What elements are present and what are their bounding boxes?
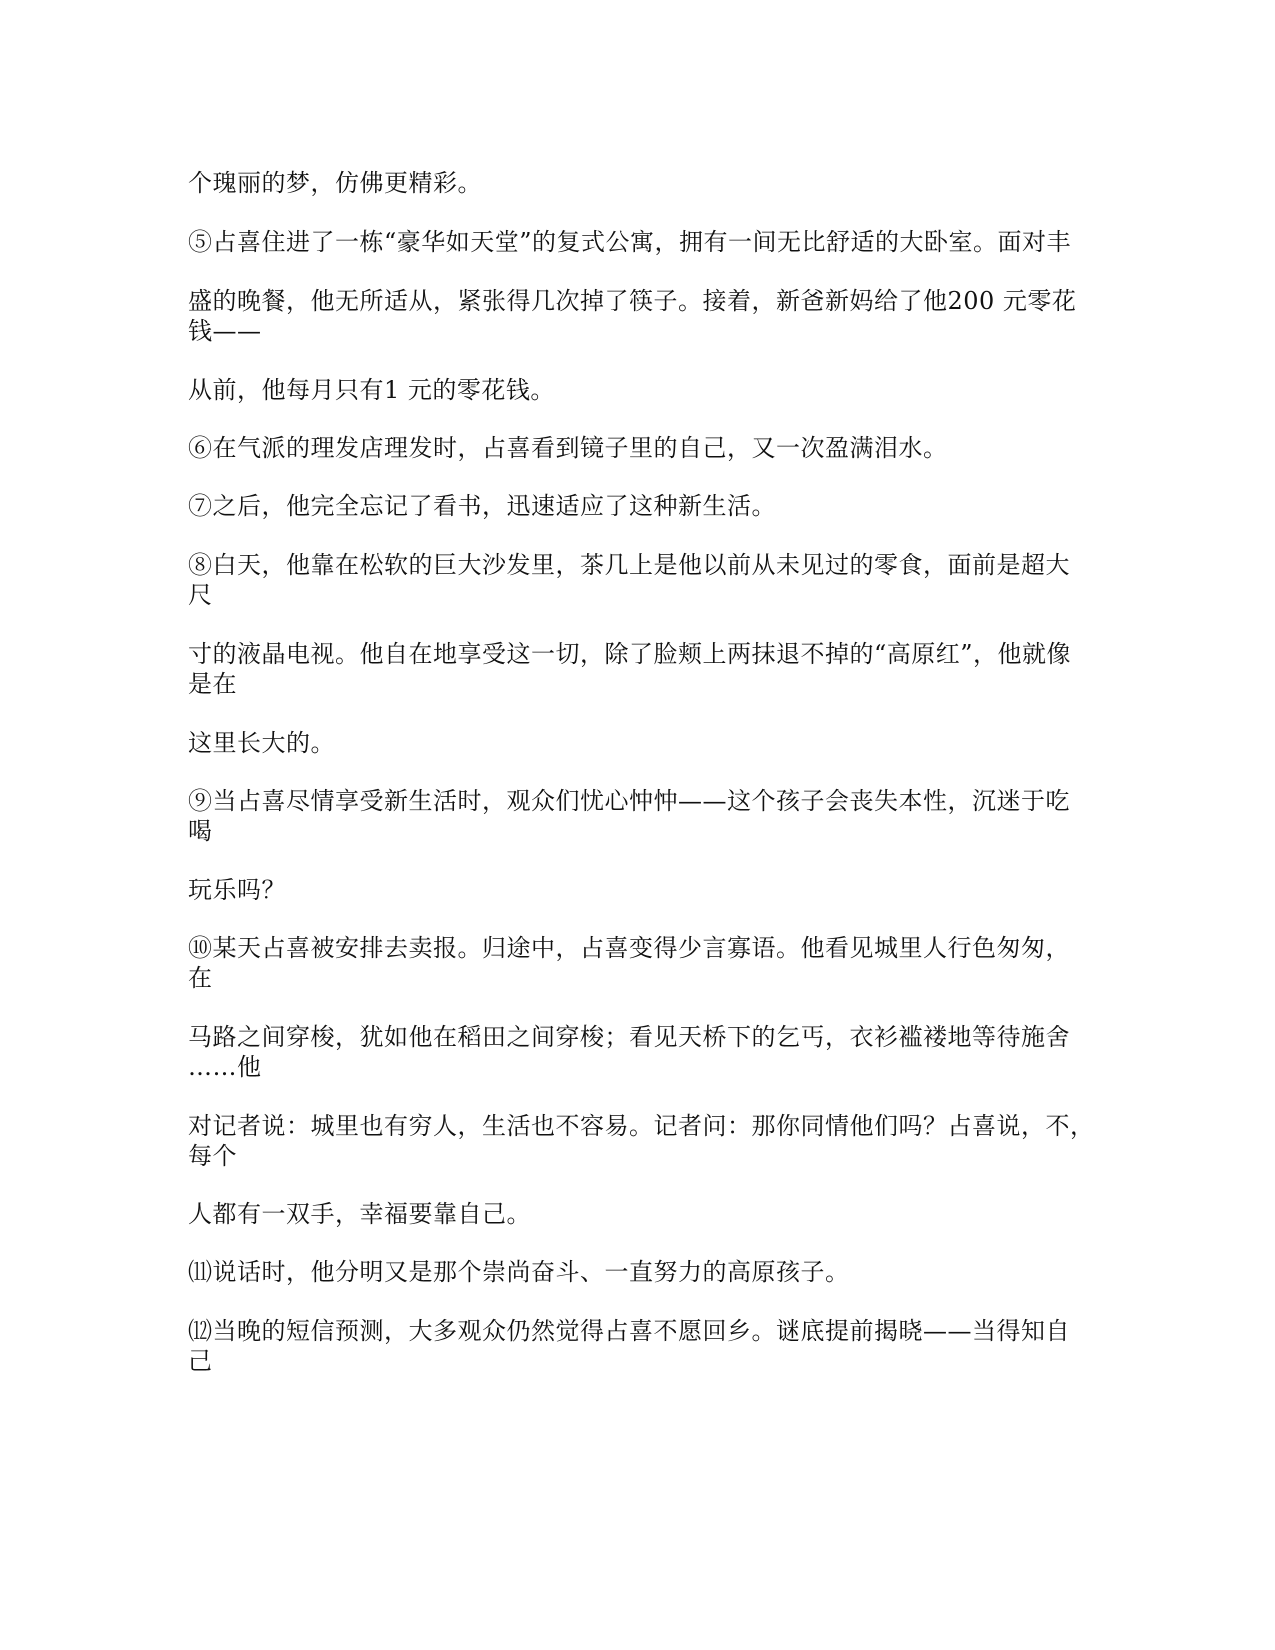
text-line: 喝: [188, 817, 213, 845]
text-line: ⑥在气派的理发店理发时，占喜看到镜子里的自己，又一次盈满泪水。: [188, 434, 948, 462]
text-line: ⑨当占喜尽情享受新生活时，观众们忧心忡忡——这个孩子会丧失本性，沉迷于吃: [188, 787, 1070, 815]
text-line: ⑤占喜住进了一栋“豪华如天堂”的复式公寓，拥有一间无比舒适的大卧室。面对丰: [188, 228, 1072, 256]
text-line: ⑩某天占喜被安排去卖报。归途中，占喜变得少言寡语。他看见城里人行色匆匆，: [188, 934, 1070, 962]
text-line: ⑿当晚的短信预测，大多观众仍然觉得占喜不愿回乡。谜底提前揭晓——当得知自: [188, 1317, 1070, 1345]
text-line: ……他: [188, 1053, 262, 1081]
text-line: 对记者说：城里也有穷人，生活也不容易。记者问：那你同情他们吗？占喜说，不，: [188, 1112, 1095, 1140]
text-line: 是在: [188, 670, 237, 698]
text-line: 尺: [188, 581, 213, 609]
text-line: ⑾说话时，他分明又是那个崇尚奋斗、一直努力的高原孩子。: [188, 1258, 850, 1286]
text-line: 盛的晚餐，他无所适从，紧张得几次掉了筷子。接着，新爸新妈给了他200 元零花: [188, 287, 1077, 315]
text-line: 每个: [188, 1142, 237, 1170]
text-line: 玩乐吗？: [188, 876, 286, 904]
text-line: ⑦之后，他完全忘记了看书，迅速适应了这种新生活。: [188, 492, 776, 520]
text-line: 寸的液晶电视。他自在地享受这一切，除了脸颊上两抹退不掉的“高原红”，他就像: [188, 640, 1072, 668]
text-line: 这里长大的。: [188, 729, 335, 757]
text-line: 从前，他每月只有1 元的零花钱。: [188, 376, 555, 404]
text-line: 钱——: [188, 317, 262, 345]
text-line: 己: [188, 1347, 213, 1375]
text-line: 个瑰丽的梦，仿佛更精彩。: [188, 169, 482, 197]
text-line: 在: [188, 964, 213, 992]
text-line: 马路之间穿梭，犹如他在稻田之间穿梭；看见天桥下的乞丐，衣衫褴褛地等待施舍: [188, 1023, 1070, 1051]
text-line: ⑧白天，他靠在松软的巨大沙发里，茶几上是他以前从未见过的零食，面前是超大: [188, 551, 1070, 579]
text-line: 人都有一双手，幸福要靠自己。: [188, 1200, 531, 1228]
